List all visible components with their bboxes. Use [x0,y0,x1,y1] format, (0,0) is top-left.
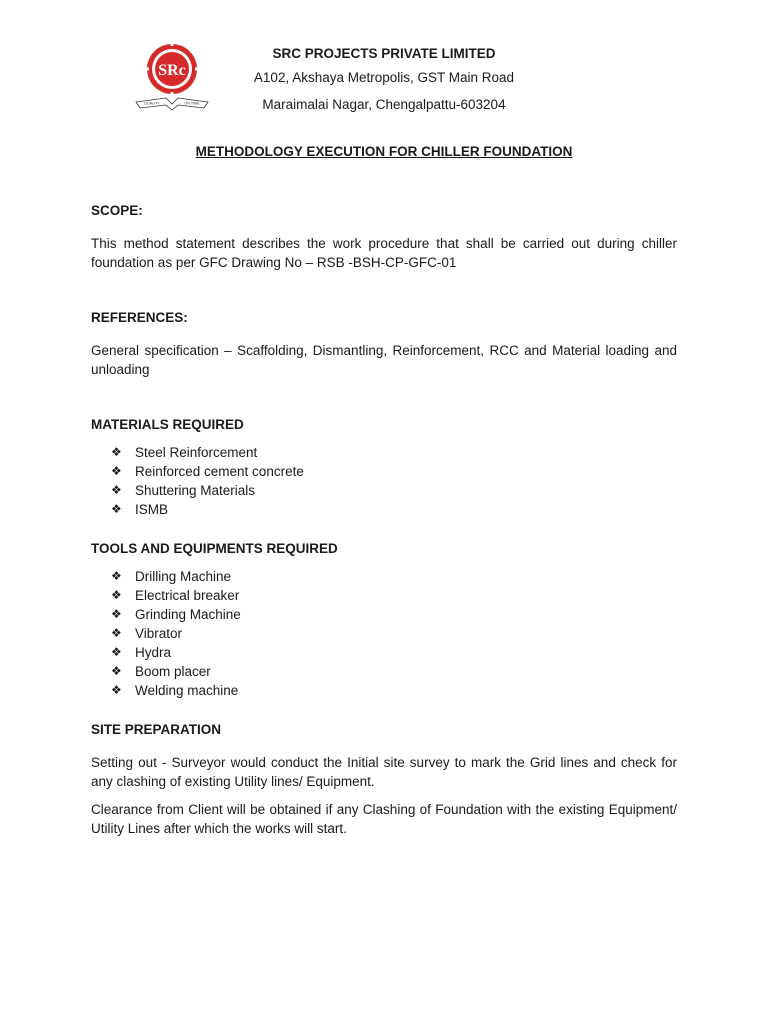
diamond-bullet-icon: ❖ [111,645,122,659]
logo-ribbon-right: ON TIME [184,101,200,106]
diamond-bullet-icon: ❖ [111,464,122,478]
diamond-bullet-icon: ❖ [111,588,122,602]
list-item: ❖ ISMB [111,502,169,517]
src-logo-icon [134,40,210,112]
scope-text: This method statement describes the work procedure that shall be carried out during chiller foundation as per GFC Drawing No – RSB -BSH-CP-GFC-01 [91,236,677,270]
site-preparation-heading: SITE PREPARATION [91,722,222,737]
diamond-bullet-icon: ❖ [111,664,122,678]
diamond-bullet-icon: ❖ [111,445,122,459]
company-header [244,44,524,118]
references-text: General specification – Scaffolding, Dismantling, Reinforcement, RCC and Material loading and unloading [91,343,677,377]
site-preparation-text-1: Setting out - Surveyor would conduct the Initial site survey to mark the Grid lines and check for any clashing of existing Utility lines/ Equipment. [91,755,677,789]
materials-heading: MATERIALS REQUIRED [91,417,244,432]
list-item: ❖ Grinding Machine [111,607,241,622]
document-title: METHODOLOGY EXECUTION FOR CHILLER FOUNDATION [195,144,573,159]
list-item: ❖ Drilling Machine [111,569,232,584]
materials-list [91,443,677,519]
address-line-1: A102, Akshaya Metropolis, GST Main Road [253,70,515,85]
scope-heading: SCOPE: [91,203,143,218]
document-body [91,202,677,838]
tools-list [91,567,677,700]
list-item: ❖ Reinforced cement concrete [111,464,304,479]
site-preparation-text-2: Clearance from Client will be obtained if any Clashing of Foundation with the existing Equipment/ Utility Lines after which the works will start. [91,802,677,836]
list-item: ❖ Hydra [111,645,172,660]
logo-ribbon-left: QUALITY [144,101,160,106]
diamond-bullet-icon: ❖ [111,483,122,497]
list-item: ❖ Shuttering Materials [111,483,256,498]
address-line-2: Maraimalai Nagar, Chengalpattu-603204 [262,97,506,112]
references-heading: REFERENCES: [91,310,188,325]
list-item: ❖ Boom placer [111,664,211,679]
logo-text: SRc [158,62,186,79]
diamond-bullet-icon: ❖ [111,569,122,583]
list-item: ❖ Electrical breaker [111,588,240,603]
list-item: ❖ Welding machine [111,683,239,698]
diamond-bullet-icon: ❖ [111,626,122,640]
list-item: ❖ Vibrator [111,626,183,641]
tools-heading: TOOLS AND EQUIPMENTS REQUIRED [91,541,338,556]
company-name: SRC PROJECTS PRIVATE LIMITED [272,46,496,61]
diamond-bullet-icon: ❖ [111,607,122,621]
list-item: ❖ Steel Reinforcement [111,445,258,460]
diamond-bullet-icon: ❖ [111,502,122,516]
company-logo [134,40,210,112]
diamond-bullet-icon: ❖ [111,683,122,697]
